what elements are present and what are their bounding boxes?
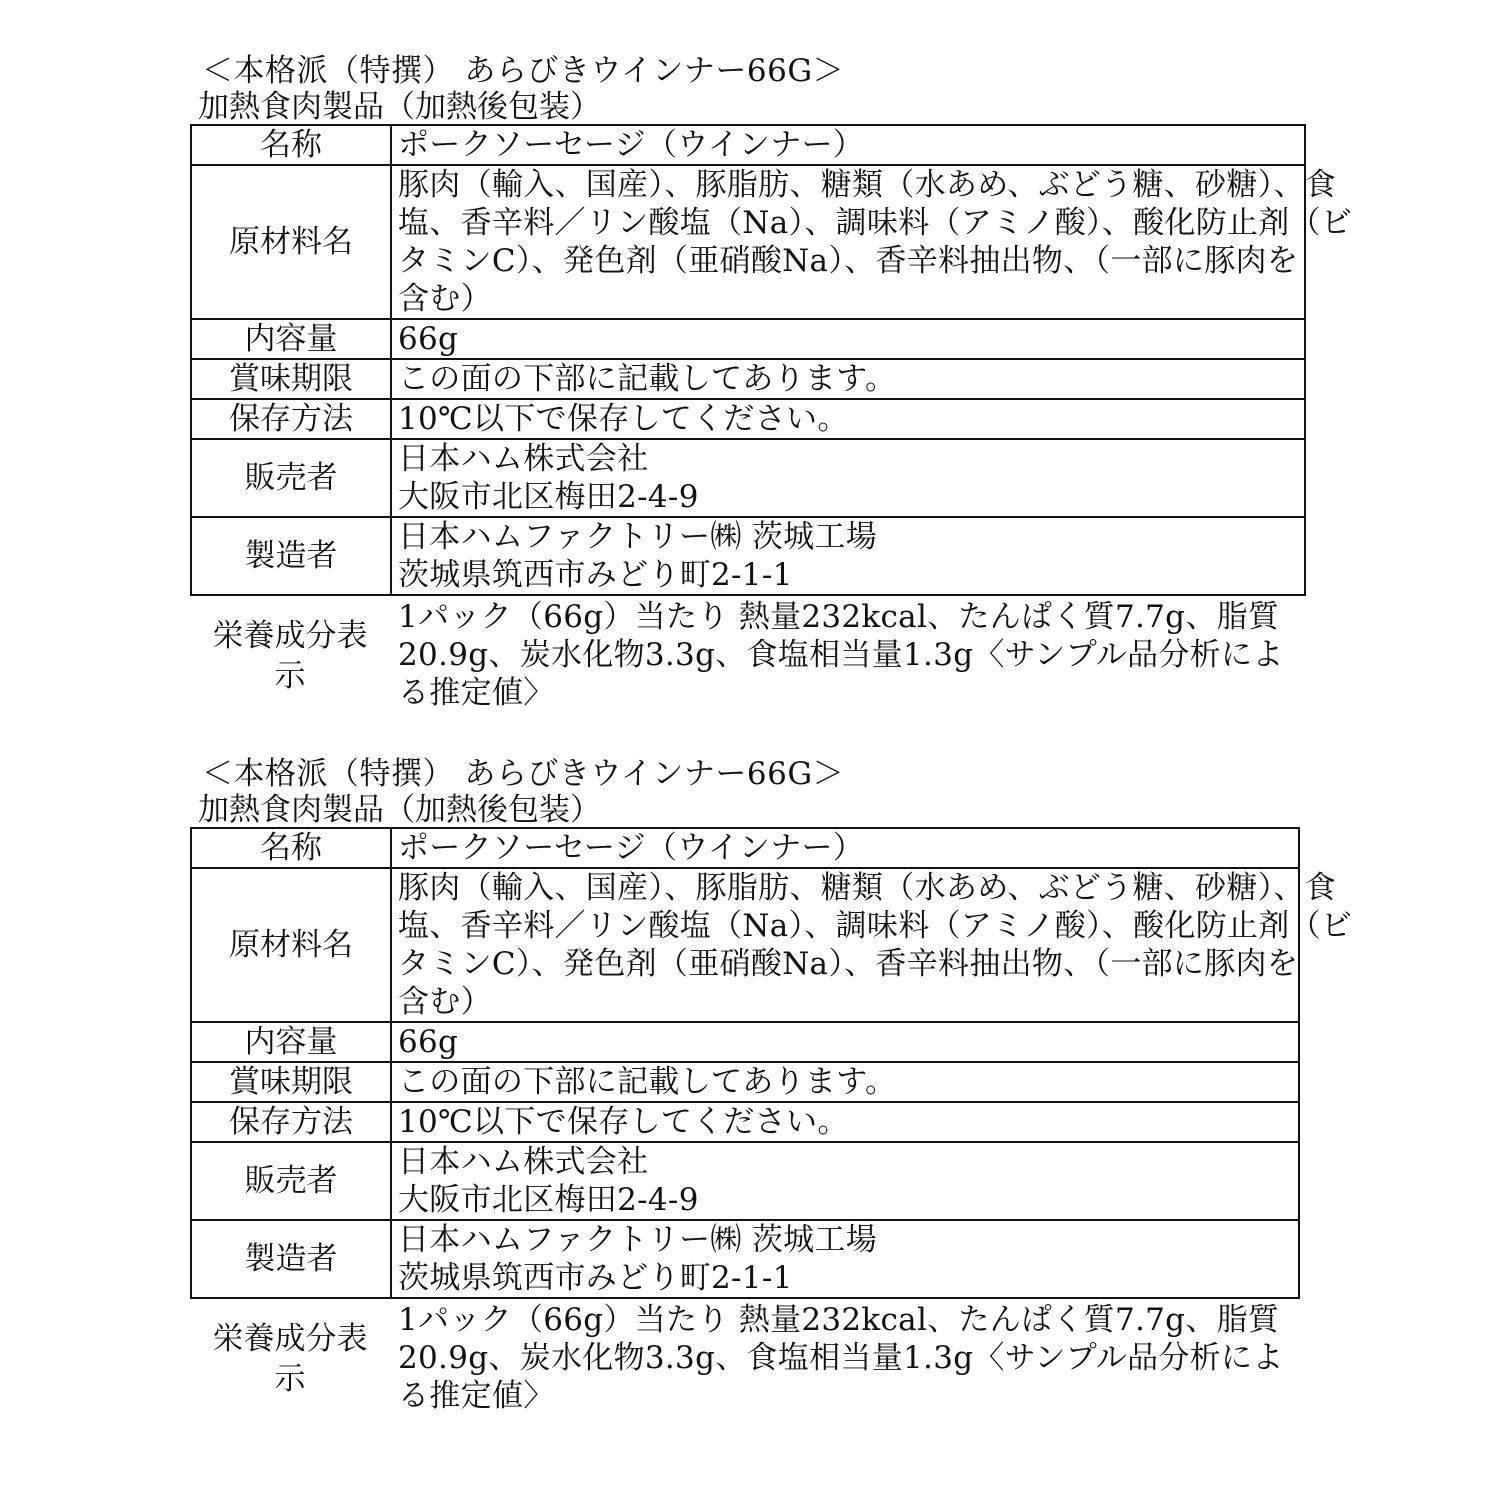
value-line: 茨城県筑西市みどり町2-1-1 bbox=[398, 1260, 793, 1296]
value-line: この面の下部に記載してあります。 bbox=[398, 1064, 897, 1100]
row-value-seller bbox=[391, 1142, 1299, 1220]
table-row bbox=[191, 165, 1305, 319]
value-line: 塩、香辛料／リン酸塩（Na）、調味料（アミノ酸）、酸化防止剤（ビ bbox=[398, 908, 1353, 944]
nutrition-value bbox=[390, 1301, 1308, 1415]
food-label-2 bbox=[190, 755, 1353, 1415]
nutrition-key bbox=[190, 598, 390, 712]
nutrition-facts bbox=[190, 1301, 1308, 1415]
value-line: 日本ハムファクトリー㈱ 茨城工場 bbox=[398, 519, 878, 555]
value-line: タミンC）、発色剤（亜硝酸Na）、香辛料抽出物、（一部に豚肉を bbox=[398, 243, 1299, 279]
nutrition-key-line: 示 bbox=[274, 1361, 306, 1397]
table-row bbox=[191, 399, 1305, 439]
table-row bbox=[191, 868, 1299, 1022]
row-value-manufacturer bbox=[391, 517, 1305, 595]
nutrition-line: 1パック（66g）当たり 熱量232kcal、たんぱく質7.7g、脂質 bbox=[398, 1302, 1280, 1338]
food-label-1 bbox=[190, 52, 1353, 712]
value-line: 大阪市北区梅田2-4-9 bbox=[398, 479, 699, 515]
table-row bbox=[191, 1220, 1299, 1298]
row-value-manufacturer bbox=[391, 1220, 1299, 1298]
row-key-ingredients: 原材料名 bbox=[191, 165, 391, 319]
nutrition-key bbox=[190, 1301, 390, 1415]
value-line: 日本ハム株式会社 bbox=[398, 441, 649, 477]
value-line: タミンC）、発色剤（亜硝酸Na）、香辛料抽出物、（一部に豚肉を bbox=[398, 946, 1299, 982]
value-line: 10℃以下で保存してください。 bbox=[398, 1104, 849, 1140]
row-key-best-before: 賞味期限 bbox=[191, 1062, 391, 1102]
row-key-net-weight: 内容量 bbox=[191, 1022, 391, 1062]
product-category: 加熱食肉製品（加熱後包装） bbox=[198, 89, 601, 125]
nutrition-facts bbox=[190, 598, 1308, 712]
nutrition-line: 1パック（66g）当たり 熱量232kcal、たんぱく質7.7g、脂質 bbox=[398, 599, 1280, 635]
value-line: 豚肉（輸入、国産）、豚脂肪、糖類（水あめ、ぶどう糖、砂糖）、食 bbox=[398, 167, 1337, 203]
row-value-name bbox=[391, 828, 1299, 868]
row-key-storage: 保存方法 bbox=[191, 1102, 391, 1142]
row-value-net-weight bbox=[391, 1022, 1299, 1062]
value-line: 茨城県筑西市みどり町2-1-1 bbox=[398, 557, 793, 593]
value-line: 日本ハムファクトリー㈱ 茨城工場 bbox=[398, 1222, 878, 1258]
table-row bbox=[191, 517, 1305, 595]
row-value-storage bbox=[391, 1102, 1299, 1142]
product-title: ＜本格派（特撰） あらびきウインナー66G＞ bbox=[202, 756, 845, 792]
nutrition-line: る推定値〉 bbox=[398, 675, 555, 711]
value-line: 含む） bbox=[398, 984, 492, 1020]
value-line: ポークソーセージ（ウインナー） bbox=[398, 127, 865, 163]
row-key-net-weight: 内容量 bbox=[191, 319, 391, 359]
nutrition-value bbox=[390, 598, 1308, 712]
value-line: この面の下部に記載してあります。 bbox=[398, 361, 897, 397]
value-line: ポークソーセージ（ウインナー） bbox=[398, 830, 865, 866]
nutrition-line: 20.9g、炭水化物3.3g、食塩相当量1.3g〈サンプル品分析によ bbox=[398, 637, 1284, 673]
value-line: 66g bbox=[398, 321, 459, 357]
row-value-ingredients bbox=[391, 165, 1353, 319]
product-title: ＜本格派（特撰） あらびきウインナー66G＞ bbox=[202, 53, 845, 89]
nutrition-key-line: 栄養成分表 bbox=[212, 618, 368, 654]
table-row bbox=[191, 1102, 1299, 1142]
table-row bbox=[191, 828, 1299, 868]
value-line: 大阪市北区梅田2-4-9 bbox=[398, 1182, 699, 1218]
value-line: 豚肉（輸入、国産）、豚脂肪、糖類（水あめ、ぶどう糖、砂糖）、食 bbox=[398, 870, 1337, 906]
label-spec-table bbox=[190, 124, 1353, 596]
row-value-seller bbox=[391, 439, 1305, 517]
table-row bbox=[191, 1062, 1299, 1102]
row-key-seller: 販売者 bbox=[191, 1142, 391, 1220]
row-value-name bbox=[391, 125, 1305, 165]
row-key-manufacturer: 製造者 bbox=[191, 517, 391, 595]
row-value-storage bbox=[391, 399, 1305, 439]
value-line: 日本ハム株式会社 bbox=[398, 1144, 649, 1180]
row-key-name: 名称 bbox=[191, 125, 391, 165]
row-key-name: 名称 bbox=[191, 828, 391, 868]
row-key-best-before: 賞味期限 bbox=[191, 359, 391, 399]
table-row bbox=[191, 439, 1305, 517]
nutrition-line: 20.9g、炭水化物3.3g、食塩相当量1.3g〈サンプル品分析によ bbox=[398, 1340, 1284, 1376]
row-key-storage: 保存方法 bbox=[191, 399, 391, 439]
row-key-ingredients: 原材料名 bbox=[191, 868, 391, 1022]
table-row bbox=[191, 125, 1305, 165]
product-category: 加熱食肉製品（加熱後包装） bbox=[198, 792, 601, 828]
table-row bbox=[191, 1142, 1299, 1220]
value-line: 塩、香辛料／リン酸塩（Na）、調味料（アミノ酸）、酸化防止剤（ビ bbox=[398, 205, 1353, 241]
row-value-best-before bbox=[391, 359, 1305, 399]
nutrition-key-line: 栄養成分表 bbox=[212, 1321, 368, 1357]
label-spec-table bbox=[190, 827, 1353, 1299]
row-value-ingredients bbox=[391, 868, 1353, 1022]
row-key-manufacturer: 製造者 bbox=[191, 1220, 391, 1298]
table-row bbox=[191, 359, 1305, 399]
value-line: 66g bbox=[398, 1024, 459, 1060]
row-key-seller: 販売者 bbox=[191, 439, 391, 517]
row-value-net-weight bbox=[391, 319, 1305, 359]
table-row bbox=[191, 1022, 1299, 1062]
nutrition-line: る推定値〉 bbox=[398, 1378, 555, 1414]
table-row bbox=[191, 319, 1305, 359]
value-line: 10℃以下で保存してください。 bbox=[398, 401, 849, 437]
row-value-best-before bbox=[391, 1062, 1299, 1102]
nutrition-key-line: 示 bbox=[274, 658, 306, 694]
value-line: 含む） bbox=[398, 281, 492, 317]
